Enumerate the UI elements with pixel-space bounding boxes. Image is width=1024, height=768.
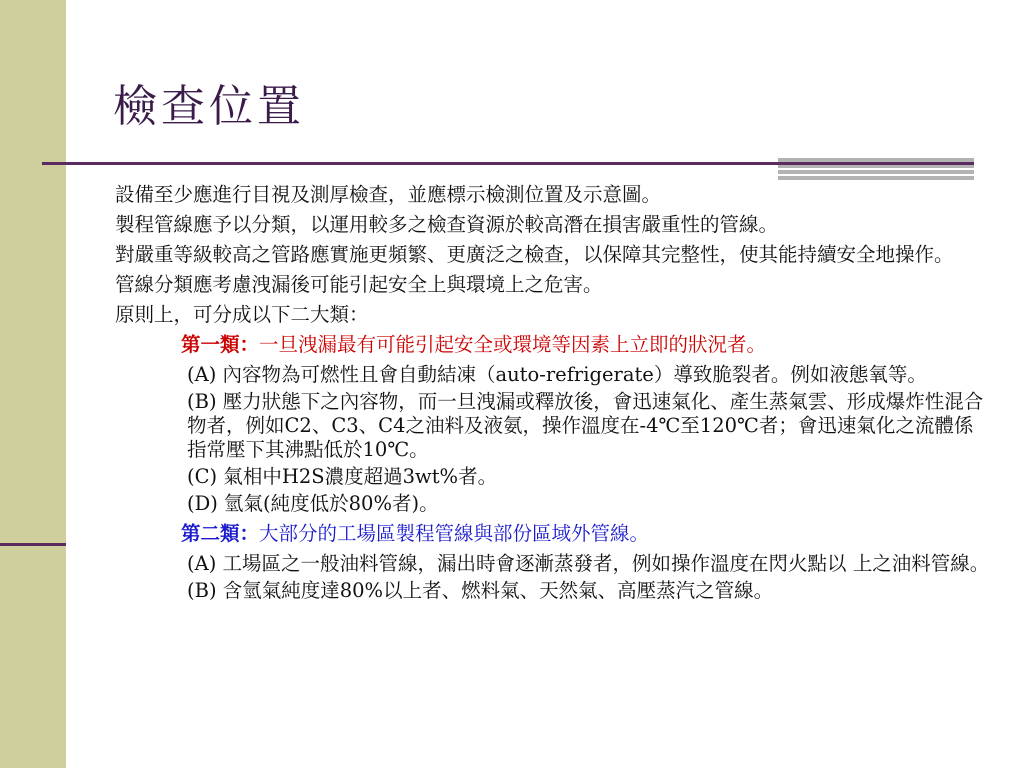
category-two-item-a: (A) 工場區之一般油料管線，漏出時會逐漸蒸發者，例如操作溫度在閃火點以 上之油料管線。	[187, 552, 990, 575]
category-one-item-c: (C) 氣相中H2S濃度超過3wt%者。	[187, 465, 498, 488]
category-two-label: 第二類：	[181, 522, 260, 545]
body-paragraph: 設備至少應進行目視及測厚檢查，並應標示檢測位置及示意圖。	[115, 183, 662, 206]
category-one-heading	[115, 330, 990, 360]
left-decorative-bar	[0, 0, 66, 768]
category-two-heading	[115, 519, 990, 549]
body-paragraph: 製程管線應予以分類，以運用較多之檢查資源於較高潛在損害嚴重性的管線。	[115, 213, 779, 236]
category-one-text: 一旦洩漏最有可能引起安全或環境等因素上立即的狀況者。	[259, 333, 767, 356]
slide-title: 檢查位置	[113, 81, 305, 132]
title-underline	[42, 162, 974, 165]
left-bar-accent-line	[0, 543, 66, 546]
category-one-item-a: (A) 內容物為可燃性且會自動結凍（auto-refrigerate）導致脆裂者。例如液態氧等。	[187, 363, 927, 386]
category-two-text: 大部分的工場區製程管線與部份區域外管線。	[259, 522, 650, 545]
body-paragraph: 對嚴重等級較高之管路應實施更頻繁、更廣泛之檢查，以保障其完整性，使其能持續安全地操作。	[115, 243, 954, 266]
category-two-item-b: (B) 含氫氣純度達80%以上者、燃料氣、天然氣、高壓蒸汽之管線。	[187, 579, 774, 602]
category-one-label: 第一類：	[181, 333, 260, 356]
body-paragraph: 管線分類應考慮洩漏後可能引起安全上與環境上之危害。	[115, 273, 603, 296]
category-one-item-b: (B) 壓力狀態下之內容物，而一旦洩漏或釋放後，會迅速氣化、產生蒸氣雲、形成爆炸性混合物者，例如C2、C3、C4之油料及液氨，操作溫度在-4℃至120℃者；會迅速氣化之流體係指常壓下其沸點低於10℃。	[187, 390, 984, 461]
category-one-item-d: (D) 氫氣(純度低於80%者)。	[187, 492, 439, 515]
body-paragraph: 原則上，可分成以下二大類：	[115, 303, 369, 326]
slide-body	[115, 180, 990, 606]
